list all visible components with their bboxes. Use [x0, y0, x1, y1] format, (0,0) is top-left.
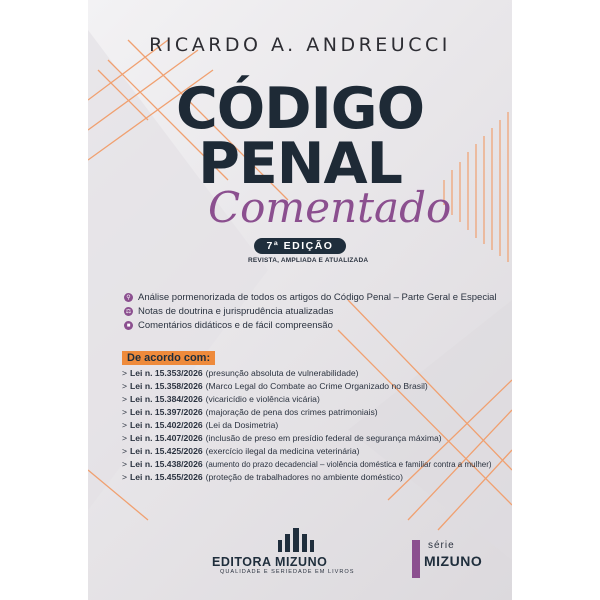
law-item: > Lei n. 15.402/2026 (Lei da Dosimetria)	[122, 420, 279, 430]
magnifier-icon: ⚲	[124, 293, 133, 302]
publisher-name: EDITORA MIZUNO	[212, 555, 328, 569]
law-item: > Lei n. 15.425/2026 (exercício ilegal da medicina veterinária)	[122, 446, 360, 456]
series-label: série	[428, 540, 455, 551]
series-logo	[412, 538, 492, 582]
book-cover	[88, 0, 512, 600]
edition-badge: 7ª EDIÇÃO	[254, 238, 346, 254]
feature-text: Análise pormenorizada de todos os artigos do Código Penal – Parte Geral e Especial	[138, 292, 497, 303]
title-line-1: CÓDIGO	[175, 76, 425, 142]
series-name: MIZUNO	[424, 553, 483, 569]
feature-item	[124, 306, 333, 317]
publisher-tagline: QUALIDADE E SERIEDADE EM LIVROS	[220, 569, 355, 575]
publisher-emblem-icon	[276, 528, 316, 554]
book-icon: ■	[124, 321, 133, 330]
feature-text: Notas de doutrina e jurisprudência atualizadas	[138, 306, 334, 317]
law-item: > Lei n. 15.358/2026 (Marco Legal do Combate ao Crime Organizado no Brasil)	[122, 381, 428, 391]
feature-item	[124, 320, 333, 331]
title-line-2: PENAL	[198, 131, 402, 197]
law-item: > Lei n. 15.455/2026 (proteção de trabalhadores no ambiente doméstico)	[122, 472, 403, 482]
author-name: RICARDO A. ANDREUCCI	[149, 34, 451, 56]
law-item: > Lei n. 15.397/2026 (majoração de pena dos crimes patrimoniais)	[122, 407, 378, 417]
series-bar	[412, 540, 420, 578]
feature-item	[124, 292, 497, 303]
law-item: > Lei n. 15.407/2026 (inclusão de preso em presídio federal de segurança máxima)	[122, 433, 442, 443]
publisher-logo	[212, 528, 392, 580]
gavel-icon: ⚖	[125, 309, 132, 315]
law-item: > Lei n. 15.438/2026 (aumento do prazo decadencial – violência doméstica e familiar contra a mulher)	[122, 459, 492, 469]
according-label: De acordo com:	[122, 351, 215, 365]
title-script: Comentado	[208, 183, 452, 232]
feature-text: Comentários didáticos e de fácil compreensão	[138, 320, 333, 331]
edition-subtitle: REVISTA, AMPLIADA E ATUALIZADA	[248, 257, 369, 264]
law-item: > Lei n. 15.353/2026 (presunção absoluta de vulnerabilidade)	[122, 368, 359, 378]
law-item: > Lei n. 15.384/2026 (vicaricídio e violência vicária)	[122, 394, 320, 404]
